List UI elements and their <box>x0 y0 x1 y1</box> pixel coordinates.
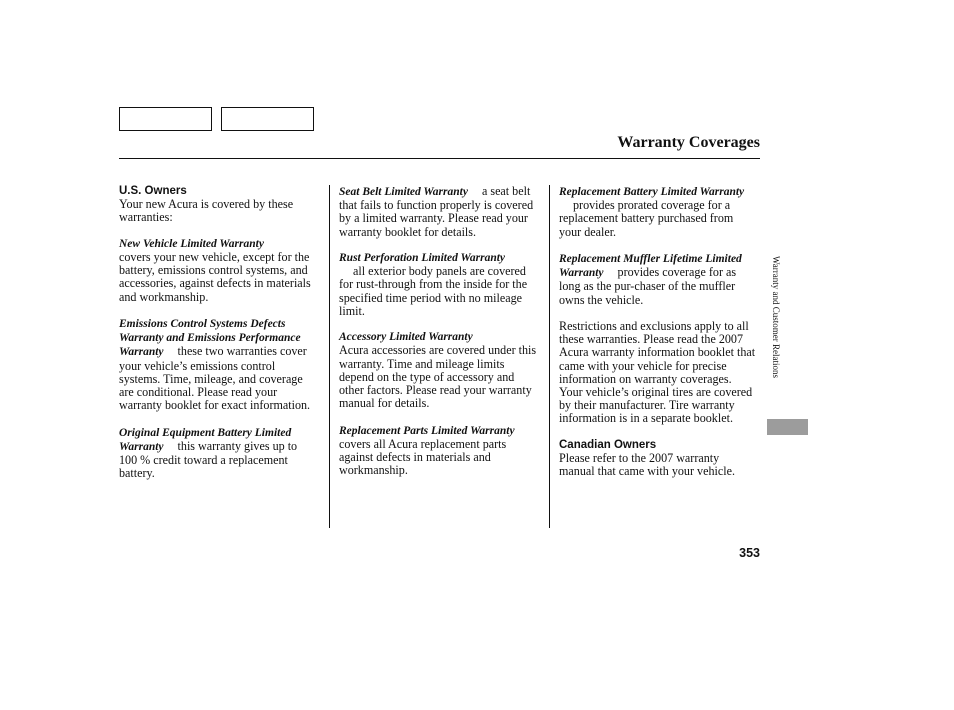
column-2 <box>339 185 537 491</box>
page-number: 353 <box>739 546 760 560</box>
canadian-owners-text: Please refer to the 2007 warranty manual that came with your vehicle. <box>559 451 735 479</box>
canadian-owners-heading: Canadian Owners <box>559 438 657 451</box>
new-vehicle-warranty-text: covers your new vehicle, except for the battery, emissions control systems, and accessories, against defects in materials and workmanship. <box>119 250 311 304</box>
restrictions-text: Restrictions and exclusions apply to all these warranties. Please read the 2007 Acura warranty information booklet that came with your vehicle for precise information on warranty coverages. Your vehicle’s original tires are covered by their manufacturer. Tire warranty information is in a separate booklet. <box>559 319 756 426</box>
column-1 <box>119 185 317 494</box>
rust-warranty <box>339 265 537 318</box>
nav-box-1[interactable] <box>119 107 212 131</box>
new-vehicle-warranty-title: New Vehicle Limited Warranty <box>119 237 264 250</box>
parts-warranty <box>339 424 537 478</box>
rep-battery-warranty <box>559 185 757 239</box>
emissions-warranty <box>119 317 317 412</box>
page-title: Warranty Coverages <box>617 134 760 151</box>
title-rule <box>119 158 760 159</box>
accessory-warranty-title: Accessory Limited Warranty <box>339 331 473 344</box>
battery-warranty-title: Original Equipment Battery Limited Warranty <box>119 426 292 453</box>
section-tab-marker[interactable] <box>767 419 808 435</box>
seatbelt-warranty-title: Seat Belt Limited Warranty <box>339 186 468 198</box>
battery-warranty <box>119 426 317 481</box>
parts-warranty-text: covers all Acura replacement parts against defects in materials and workmanship. <box>339 436 507 478</box>
emissions-warranty-title: Emissions Control Systems Defects Warranty and Emissions Performance Warranty <box>119 318 301 359</box>
parts-warranty-title: Replacement Parts Limited Warranty <box>339 424 515 437</box>
seatbelt-warranty <box>339 185 537 239</box>
column-3 <box>559 185 757 492</box>
us-owners-intro: Your new Acura is covered by these warranties: <box>119 197 294 225</box>
muffler-warranty <box>559 252 757 307</box>
seatbelt-warranty-text: a seat belt that fails to function properly is covered by a limited warranty. Please read your warranty booklet for details. <box>339 184 534 239</box>
rep-battery-warranty-title: Replacement Battery Limited Warranty <box>559 186 745 198</box>
emissions-warranty-text: these two warranties cover your vehicle’s emissions control systems. Time, mileage, and coverage are conditional. Please read your warranty booklet for exact information. <box>119 344 311 413</box>
us-owners-heading: U.S. Owners <box>119 185 187 197</box>
column-divider-2 <box>549 185 550 528</box>
accessory-warranty-text: Acura accessories are covered under this warranty. Time and mileage limits depend on the type of accessory and other factors. Please read your warranty manual for details. <box>339 343 537 411</box>
rust-warranty-text: all exterior body panels are covered for rust-through from the inside for the specified time period with no mileage limit. <box>339 264 528 318</box>
rep-battery-warranty-text: provides prorated coverage for a replacement battery purchased from your dealer. <box>559 198 734 239</box>
battery-warranty-text: this warranty gives up to 100 % credit toward a replacement battery. <box>119 438 298 481</box>
rust-warranty-title: Rust Perforation Limited Warranty <box>339 252 506 264</box>
column-divider-1 <box>329 185 330 528</box>
nav-box-2[interactable] <box>221 107 314 131</box>
muffler-warranty-title: Replacement Muffler Lifetime Limited Warranty <box>559 253 742 280</box>
muffler-warranty-text: provides coverage for as long as the pur-chaser of the muffler owns the vehicle. <box>559 265 737 307</box>
section-side-label: Warranty and Customer Relations <box>771 256 781 378</box>
